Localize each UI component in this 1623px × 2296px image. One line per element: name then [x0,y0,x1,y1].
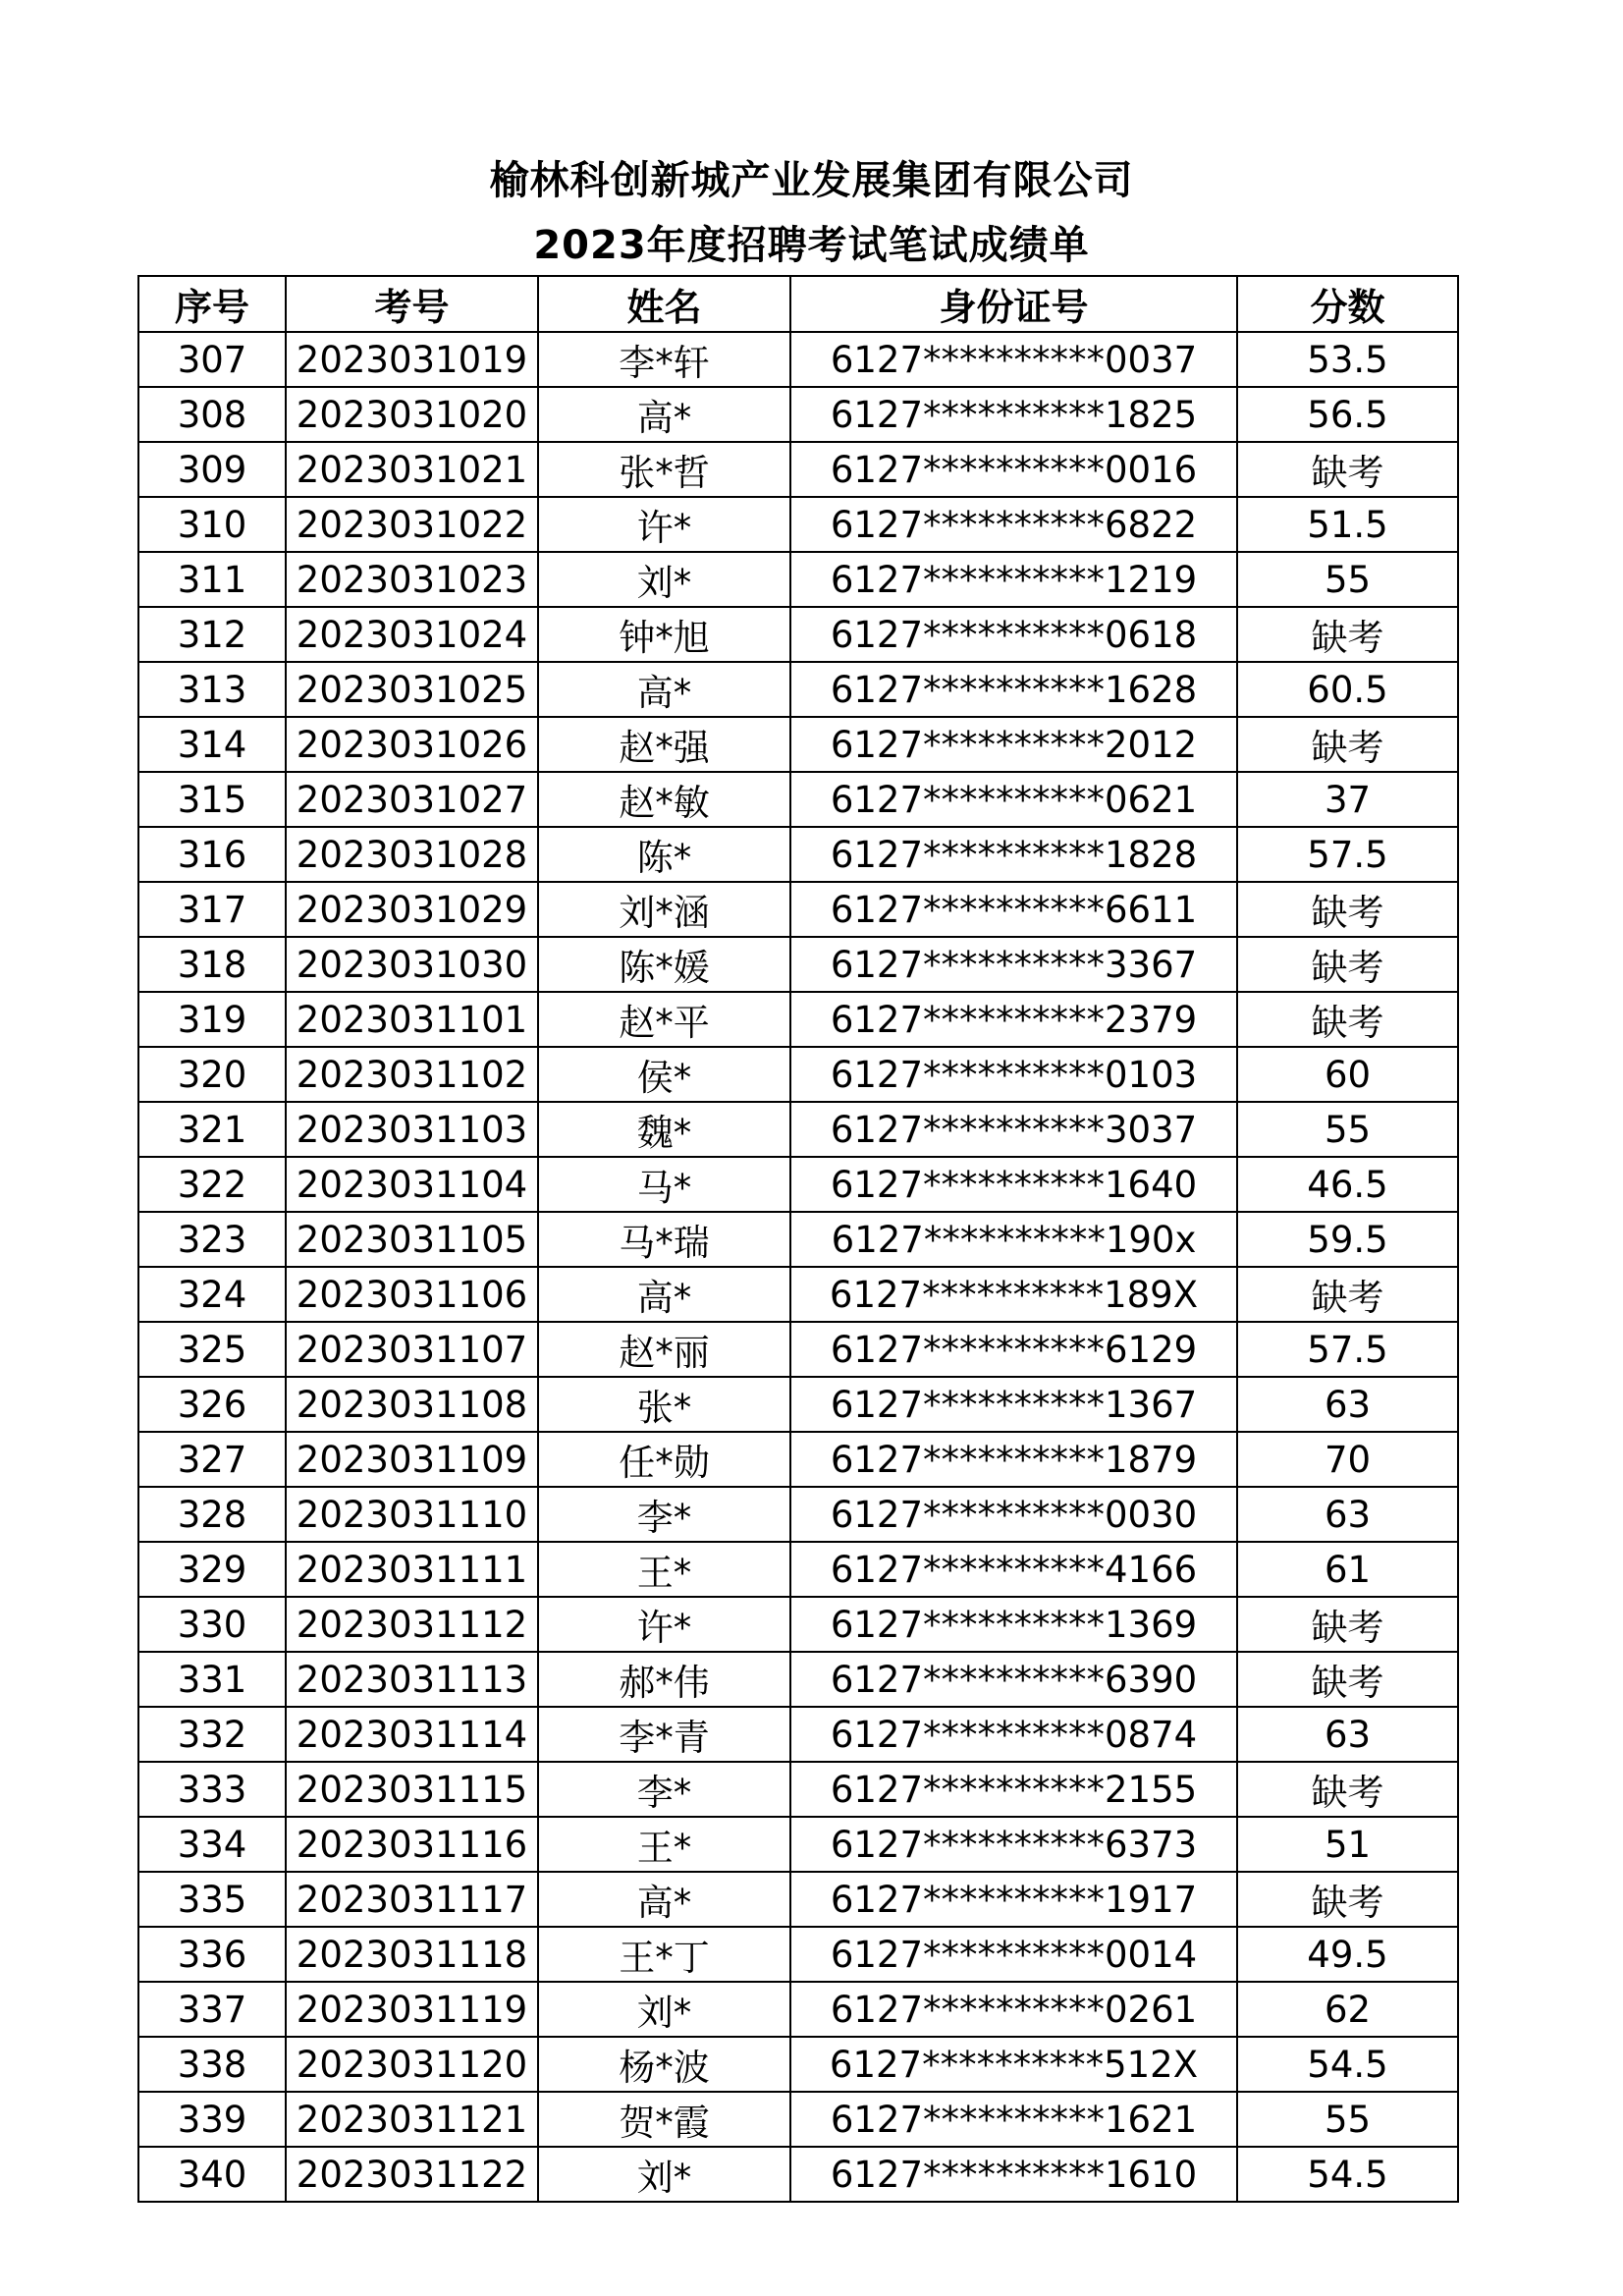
cell-name: 侯* [538,1047,790,1102]
cell-score: 51 [1237,1817,1458,1872]
table-row [138,387,1458,442]
cell-score: 缺考 [1237,882,1458,937]
cell-name: 高* [538,1872,790,1927]
cell-exam-no: 2023031110 [286,1487,538,1542]
cell-seq: 338 [138,2037,286,2092]
cell-id-no: 6127**********0037 [790,332,1237,387]
cell-name: 赵*敏 [538,772,790,827]
cell-id-no: 6127**********1369 [790,1597,1237,1652]
table-row [138,1212,1458,1267]
cell-exam-no: 2023031109 [286,1432,538,1487]
table-row [138,442,1458,497]
cell-seq: 324 [138,1267,286,1322]
table-row [138,1487,1458,1542]
cell-seq: 312 [138,607,286,662]
table-row [138,772,1458,827]
cell-id-no: 6127**********0618 [790,607,1237,662]
cell-seq: 337 [138,1982,286,2037]
cell-seq: 335 [138,1872,286,1927]
cell-score: 60.5 [1237,662,1458,717]
cell-id-no: 6127**********190x [790,1212,1237,1267]
cell-seq: 320 [138,1047,286,1102]
cell-name: 任*勋 [538,1432,790,1487]
cell-seq: 308 [138,387,286,442]
cell-name: 张*哲 [538,442,790,497]
cell-id-no: 6127**********1621 [790,2092,1237,2147]
cell-score: 49.5 [1237,1927,1458,1982]
cell-score: 54.5 [1237,2147,1458,2202]
cell-name: 杨*波 [538,2037,790,2092]
cell-seq: 327 [138,1432,286,1487]
cell-name: 许* [538,1597,790,1652]
table-row [138,1927,1458,1982]
cell-exam-no: 2023031024 [286,607,538,662]
cell-id-no: 6127**********1828 [790,827,1237,882]
cell-seq: 323 [138,1212,286,1267]
cell-exam-no: 2023031108 [286,1377,538,1432]
table-header-row [138,276,1458,332]
cell-id-no: 6127**********3367 [790,937,1237,992]
cell-score: 57.5 [1237,827,1458,882]
cell-seq: 326 [138,1377,286,1432]
cell-exam-no: 2023031111 [286,1542,538,1597]
cell-id-no: 6127**********0030 [790,1487,1237,1542]
cell-name: 刘* [538,552,790,607]
cell-name: 赵*平 [538,992,790,1047]
table-row [138,1432,1458,1487]
cell-score: 60 [1237,1047,1458,1102]
table-row [138,937,1458,992]
cell-name: 钟*旭 [538,607,790,662]
cell-name: 王* [538,1542,790,1597]
cell-name: 李* [538,1487,790,1542]
cell-score: 缺考 [1237,1872,1458,1927]
cell-name: 刘* [538,1982,790,2037]
cell-exam-no: 2023031113 [286,1652,538,1707]
table-row [138,1762,1458,1817]
cell-name: 赵*强 [538,717,790,772]
cell-id-no: 6127**********189X [790,1267,1237,1322]
cell-seq: 333 [138,1762,286,1817]
cell-score: 缺考 [1237,992,1458,1047]
table-row [138,1872,1458,1927]
cell-seq: 315 [138,772,286,827]
table-row [138,882,1458,937]
cell-id-no: 6127**********1640 [790,1157,1237,1212]
cell-seq: 339 [138,2092,286,2147]
score-table [137,275,1459,2203]
cell-name: 刘*涵 [538,882,790,937]
cell-score: 缺考 [1237,607,1458,662]
table-row [138,1652,1458,1707]
cell-score: 46.5 [1237,1157,1458,1212]
cell-seq: 310 [138,497,286,552]
cell-exam-no: 2023031120 [286,2037,538,2092]
cell-name: 李* [538,1762,790,1817]
cell-id-no: 6127**********2379 [790,992,1237,1047]
cell-score: 56.5 [1237,387,1458,442]
cell-exam-no: 2023031112 [286,1597,538,1652]
table-row [138,2037,1458,2092]
table-row [138,1157,1458,1212]
cell-id-no: 6127**********6373 [790,1817,1237,1872]
cell-seq: 313 [138,662,286,717]
cell-seq: 329 [138,1542,286,1597]
table-row [138,1377,1458,1432]
cell-id-no: 6127**********1610 [790,2147,1237,2202]
cell-exam-no: 2023031029 [286,882,538,937]
cell-exam-no: 2023031105 [286,1212,538,1267]
table-row [138,1322,1458,1377]
cell-exam-no: 2023031025 [286,662,538,717]
cell-score: 70 [1237,1432,1458,1487]
cell-name: 许* [538,497,790,552]
cell-id-no: 6127**********6129 [790,1322,1237,1377]
cell-id-no: 6127**********6822 [790,497,1237,552]
cell-score: 61 [1237,1542,1458,1597]
cell-score: 63 [1237,1707,1458,1762]
cell-score: 缺考 [1237,1597,1458,1652]
table-row [138,332,1458,387]
cell-id-no: 6127**********1628 [790,662,1237,717]
cell-score: 缺考 [1237,1652,1458,1707]
table-row [138,552,1458,607]
cell-id-no: 6127**********1367 [790,1377,1237,1432]
cell-id-no: 6127**********4166 [790,1542,1237,1597]
cell-name: 马* [538,1157,790,1212]
cell-name: 魏* [538,1102,790,1157]
cell-id-no: 6127**********6611 [790,882,1237,937]
table-row [138,1982,1458,2037]
cell-id-no: 6127**********512X [790,2037,1237,2092]
cell-id-no: 6127**********0103 [790,1047,1237,1102]
cell-score: 缺考 [1237,1762,1458,1817]
cell-seq: 319 [138,992,286,1047]
cell-exam-no: 2023031119 [286,1982,538,2037]
cell-exam-no: 2023031104 [286,1157,538,1212]
cell-id-no: 6127**********2012 [790,717,1237,772]
cell-seq: 316 [138,827,286,882]
cell-score: 缺考 [1237,937,1458,992]
cell-exam-no: 2023031028 [286,827,538,882]
table-row [138,1542,1458,1597]
cell-score: 55 [1237,1102,1458,1157]
table-row [138,662,1458,717]
cell-exam-no: 2023031107 [286,1322,538,1377]
table-row [138,497,1458,552]
cell-seq: 318 [138,937,286,992]
cell-exam-no: 2023031103 [286,1102,538,1157]
cell-name: 马*瑞 [538,1212,790,1267]
cell-exam-no: 2023031019 [286,332,538,387]
cell-score: 53.5 [1237,332,1458,387]
cell-name: 王* [538,1817,790,1872]
cell-name: 郝*伟 [538,1652,790,1707]
cell-score: 54.5 [1237,2037,1458,2092]
cell-id-no: 6127**********0874 [790,1707,1237,1762]
cell-name: 李*青 [538,1707,790,1762]
cell-exam-no: 2023031118 [286,1927,538,1982]
table-row [138,1267,1458,1322]
cell-score: 缺考 [1237,717,1458,772]
cell-score: 63 [1237,1377,1458,1432]
cell-score: 62 [1237,1982,1458,2037]
table-row [138,1102,1458,1157]
header-score: 分数 [1237,276,1458,332]
cell-seq: 307 [138,332,286,387]
cell-seq: 334 [138,1817,286,1872]
cell-score: 55 [1237,2092,1458,2147]
table-row [138,827,1458,882]
cell-score: 63 [1237,1487,1458,1542]
cell-exam-no: 2023031023 [286,552,538,607]
table-row [138,1597,1458,1652]
cell-exam-no: 2023031026 [286,717,538,772]
table-row [138,2092,1458,2147]
cell-exam-no: 2023031027 [286,772,538,827]
cell-name: 陈*媛 [538,937,790,992]
cell-name: 陈* [538,827,790,882]
cell-score: 37 [1237,772,1458,827]
cell-id-no: 6127**********0621 [790,772,1237,827]
cell-id-no: 6127**********1219 [790,552,1237,607]
cell-score: 缺考 [1237,1267,1458,1322]
cell-id-no: 6127**********0016 [790,442,1237,497]
cell-seq: 309 [138,442,286,497]
cell-id-no: 6127**********3037 [790,1102,1237,1157]
cell-seq: 325 [138,1322,286,1377]
cell-id-no: 6127**********1825 [790,387,1237,442]
cell-score: 55 [1237,552,1458,607]
cell-score: 51.5 [1237,497,1458,552]
cell-seq: 314 [138,717,286,772]
cell-id-no: 6127**********1879 [790,1432,1237,1487]
cell-seq: 311 [138,552,286,607]
table-row [138,717,1458,772]
cell-name: 高* [538,1267,790,1322]
cell-seq: 332 [138,1707,286,1762]
cell-seq: 331 [138,1652,286,1707]
cell-name: 王*丁 [538,1927,790,1982]
cell-id-no: 6127**********6390 [790,1652,1237,1707]
cell-id-no: 6127**********2155 [790,1762,1237,1817]
cell-name: 刘* [538,2147,790,2202]
table-body [138,332,1458,2202]
cell-name: 贺*霞 [538,2092,790,2147]
cell-exam-no: 2023031106 [286,1267,538,1322]
cell-exam-no: 2023031122 [286,2147,538,2202]
cell-score: 57.5 [1237,1322,1458,1377]
table-row [138,607,1458,662]
cell-seq: 336 [138,1927,286,1982]
cell-seq: 340 [138,2147,286,2202]
cell-exam-no: 2023031102 [286,1047,538,1102]
cell-exam-no: 2023031117 [286,1872,538,1927]
cell-exam-no: 2023031021 [286,442,538,497]
cell-seq: 317 [138,882,286,937]
cell-name: 赵*丽 [538,1322,790,1377]
cell-exam-no: 2023031022 [286,497,538,552]
cell-name: 高* [538,662,790,717]
cell-score: 缺考 [1237,442,1458,497]
header-seq: 序号 [138,276,286,332]
cell-name: 李*轩 [538,332,790,387]
cell-seq: 322 [138,1157,286,1212]
cell-id-no: 6127**********0014 [790,1927,1237,1982]
cell-name: 张* [538,1377,790,1432]
table-row [138,992,1458,1047]
table-row [138,1707,1458,1762]
table-row [138,1047,1458,1102]
header-name: 姓名 [538,276,790,332]
cell-seq: 321 [138,1102,286,1157]
cell-exam-no: 2023031116 [286,1817,538,1872]
cell-score: 59.5 [1237,1212,1458,1267]
table-row [138,2147,1458,2202]
cell-exam-no: 2023031101 [286,992,538,1047]
document-title: 榆林科创新城产业发展集团有限公司 [489,158,1134,203]
cell-exam-no: 2023031121 [286,2092,538,2147]
document-subtitle: 2023年度招聘考试笔试成绩单 [533,223,1090,268]
cell-exam-no: 2023031020 [286,387,538,442]
cell-id-no: 6127**********0261 [790,1982,1237,2037]
cell-name: 高* [538,387,790,442]
cell-exam-no: 2023031030 [286,937,538,992]
header-exam-no: 考号 [286,276,538,332]
header-id-no: 身份证号 [790,276,1237,332]
cell-exam-no: 2023031115 [286,1762,538,1817]
cell-seq: 330 [138,1597,286,1652]
table-row [138,1817,1458,1872]
cell-seq: 328 [138,1487,286,1542]
cell-exam-no: 2023031114 [286,1707,538,1762]
cell-id-no: 6127**********1917 [790,1872,1237,1927]
